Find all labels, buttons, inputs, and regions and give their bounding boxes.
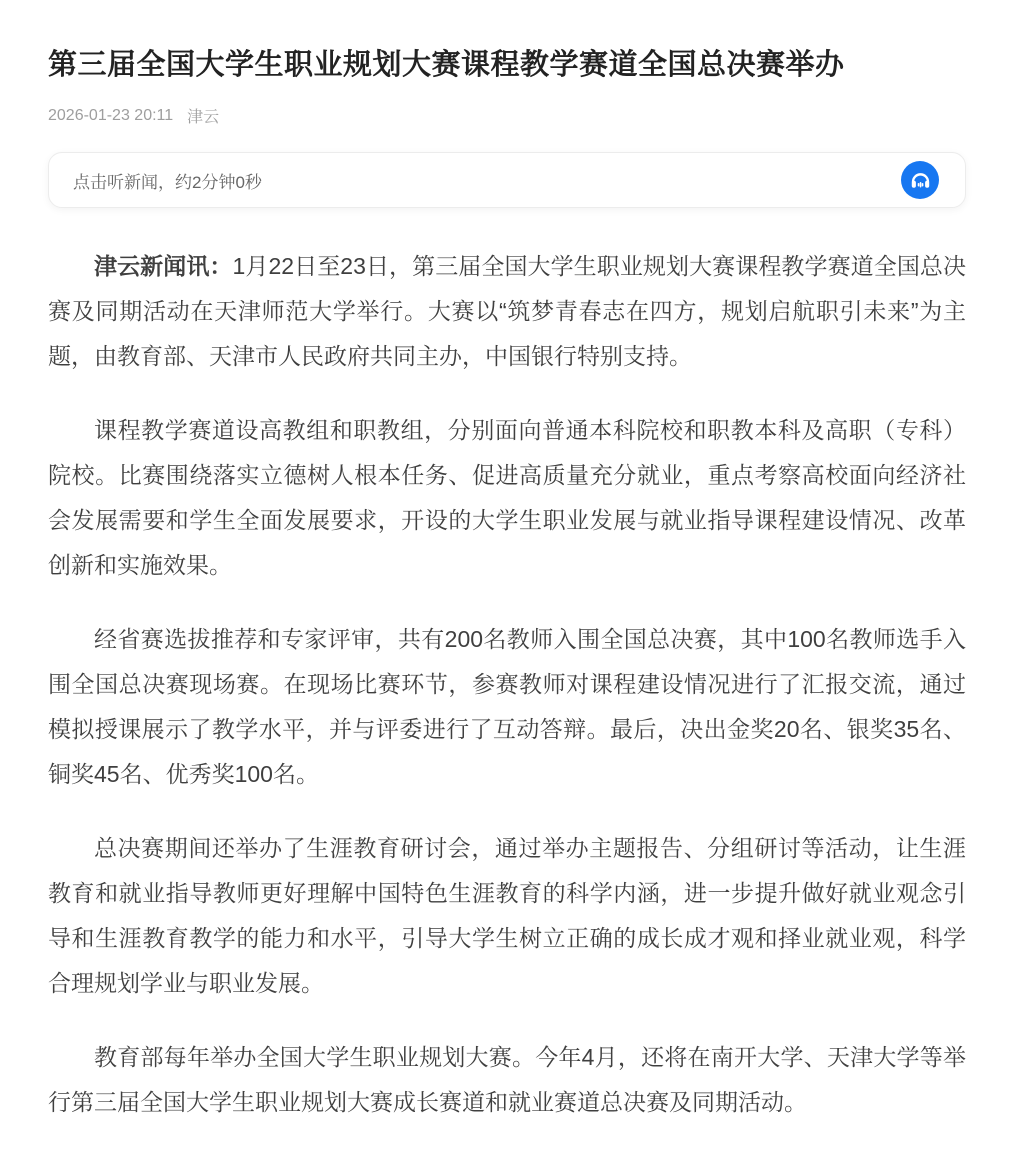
paragraph-1-lead: 津云新闻讯： [94, 253, 233, 279]
paragraph-2-text: 课程教学赛道设高教组和职教组，分别面向普通本科院校和职教本科及高职（专科）院校。比赛围绕落实立德树人根本任务、促进高质量充分就业，重点考察高校面向经济社会发展需要和学生全面发展要求，开设的大学生职业发展与就业指导课程建设情况、改革创新和实施效果。 [48, 417, 966, 578]
listen-play-button[interactable] [901, 161, 939, 199]
paragraph-2 [48, 408, 966, 588]
listen-news-bar[interactable] [48, 152, 966, 208]
paragraph-3 [48, 617, 966, 797]
paragraph-4-text: 总决赛期间还举办了生涯教育研讨会，通过举办主题报告、分组研讨等活动，让生涯教育和就业指导教师更好理解中国特色生涯教育的科学内涵，进一步提升做好就业观念引导和生涯教育教学的能力和水平，引导大学生树立正确的成长成才观和择业就业观，科学合理规划学业与职业发展。 [48, 835, 966, 996]
paragraph-5-text: 教育部每年举办全国大学生职业规划大赛。今年4月，还将在南开大学、天津大学等举行第三届全国大学生职业规划大赛成长赛道和就业赛道总决赛及同期活动。 [48, 1044, 966, 1115]
paragraph-1-text: 1月22日至23日，第三届全国大学生职业规划大赛课程教学赛道全国总决赛及同期活动在天津师范大学举行。大赛以“筑梦青春志在四方，规划启航职引未来”为主题，由教育部、天津市人民政府共同主办，中国银行特别支持。 [48, 253, 966, 369]
paragraph-4 [48, 826, 966, 1006]
source-label: 津云 [187, 109, 220, 126]
paragraph-3-text: 经省赛选拔推荐和专家评审，共有200名教师入围全国总决赛，其中100名教师选手入围全国总决赛现场赛。在现场比赛环节，参赛教师对课程建设情况进行了汇报交流，通过模拟授课展示了教学水平，并与评委进行了互动答辩。最后，决出金奖20名、银奖35名、铜奖45名、优秀奖100名。 [48, 626, 966, 787]
publish-datetime: 2026-01-23 20:11 [48, 106, 174, 124]
listen-news-label: 点击听新闻，约2分钟0秒 [73, 172, 262, 192]
article-title: 第三届全国大学生职业规划大赛课程教学赛道全国总决赛举办 [48, 49, 845, 81]
article-body [48, 244, 966, 1125]
paragraph-5 [48, 1035, 966, 1125]
paragraph-1 [48, 244, 966, 379]
article-meta [48, 104, 966, 127]
headset-icon [909, 169, 932, 192]
